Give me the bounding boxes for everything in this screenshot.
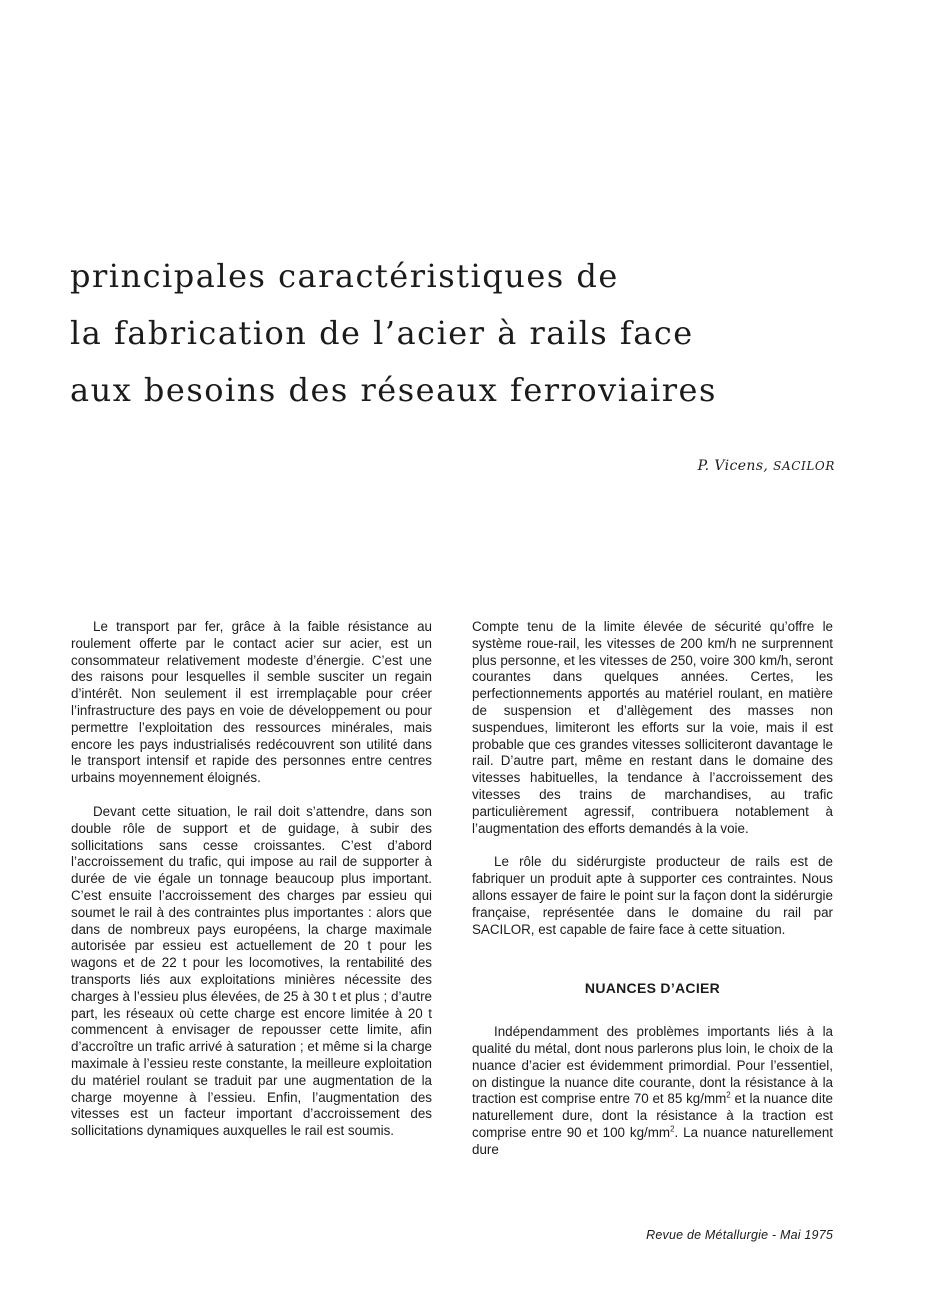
- title-line-1: principales caractéristiques de: [70, 257, 619, 295]
- body-paragraph: Le rôle du sidérurgiste producteur de rails est de fabriquer un produit apte à supporter ces contraintes. Nous allons essayer de faire le point sur la façon dont la sidérurgie française, représentée dans le domaine du rail par SACILOR, est capable de faire face à cette situation.: [472, 854, 833, 937]
- paragraph-text-part: et la nuance dite naturellement dure, dont la résistance à la traction est comprise entre 90 et 100 kg/mm: [472, 1091, 833, 1140]
- section-heading: NUANCES D’ACIER: [584, 980, 721, 997]
- article-title: [70, 248, 717, 419]
- paragraph-text-part: . La nuance naturellement dure: [472, 1124, 834, 1157]
- author-name: P. Vicens,: [697, 458, 769, 474]
- paragraph-text-part: Indépendamment des problèmes importants liés à la qualité du métal, dont nous parlerons plus loin, le choix de la nuance d’acier est évidemment primordial. Pour l’essentiel, on distingue la nuance dite courante, dont la résistance à la traction est comprise entre 70 et 85 kg/mm: [472, 1024, 833, 1107]
- author-organization: SACILOR: [773, 459, 835, 473]
- left-column: [71, 619, 432, 1157]
- page-footer-citation: Revue de Métallurgie - Mai 1975: [646, 1228, 833, 1242]
- body-paragraph: Devant cette situation, le rail doit s’attendre, dans son double rôle de support et de guidage, à subir des sollicitations sans cesse croissantes. C’est d’abord l’accroissement du trafic, qui impose au rail de supporter à durée de vie égale un tonnage beaucoup plus important. C’est ensuite l’accroissement des charges par essieu qui soumet le rail à des contraintes plus importantes : alors que dans de nombreux pays européens, la charge maximale autorisée par essieu est actuellement de 20 t pour les wagons et de 22 t pour les locomotives, la rentabilité des transports liés aux exploitations minières nécessite des charges à l’essieu plus élevées, de 25 à 30 t et plus ; d’autre part, les réseaux où cette charge est encore limitée à 20 t commencent à envisager de repousser cette limite, afin d’accroître un trafic arrivé à saturation ; et même si la charge maximale à l’essieu reste constante, la meilleure exploitation du matériel roulant se traduit par une augmentation de la charge moyenne à l’essieu. Enfin, l’augmentation des vitesses est un facteur important d’accroissement des sollicitations dynamiques auxquelles le rail est soumis.: [71, 803, 432, 1139]
- superscript: 2: [726, 1090, 731, 1100]
- body-paragraph: [472, 1024, 833, 1158]
- title-line-2: la fabrication de l’acier à rails face: [70, 314, 694, 352]
- body-paragraph: Compte tenu de la limite élevée de sécurité qu’offre le système roue-rail, les vitesses de 200 km/h ne surprennent plus personne, et les vitesses de 250, voire 300 km/h, seront courantes dans quelques années. Certes, les perfectionnements apportés au matériel roulant, en matière de suspension et d’allègement des masses non suspendues, limiteront les efforts sur la voie, mais il est probable que ces grandes vitesses solliciteront davantage le rail. D’autre part, même en restant dans le domaine des vitesses habituelles, la tendance à l’accroissement des vitesses des trains de marchandises, au trafic particulièrement agressif, contribuera notablement à l’augmentation des efforts demandés à la voie.: [472, 619, 833, 836]
- author-line: [698, 458, 835, 474]
- right-column: [472, 619, 833, 1176]
- superscript: 2: [670, 1124, 675, 1134]
- title-line-3: aux besoins des réseaux ferroviaires: [70, 371, 717, 409]
- body-paragraph: Le transport par fer, grâce à la faible résistance au roulement offerte par le contact acier sur acier, est un consommateur relativement modeste d’énergie. C’est une des raisons pour lesquelles il semble susciter un regain d’intérêt. Non seulement il est irremplaçable pour créer l’infrastructure des pays en voie de développement ou pour permettre l’exploitation des ressources minérales, mais encore les pays industrialisés redécouvrent son utilité dans le transport intensif et rapide des personnes entre centres urbains moyennement éloignés.: [71, 619, 432, 786]
